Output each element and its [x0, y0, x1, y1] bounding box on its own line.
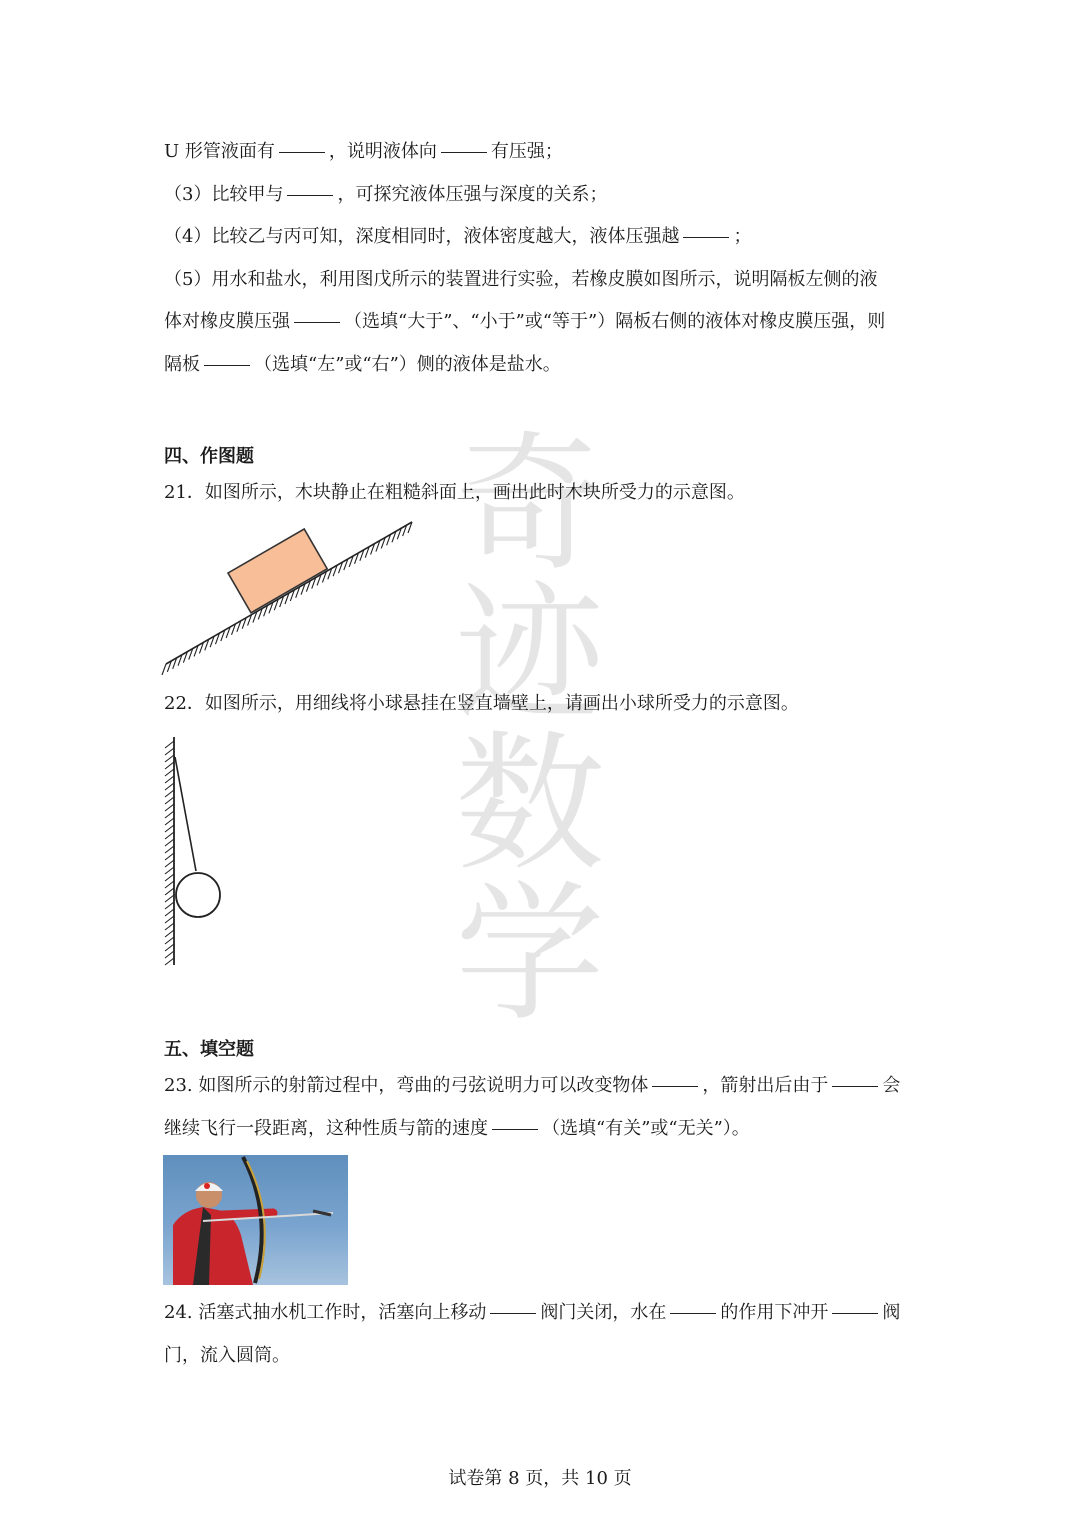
hatch-mark	[165, 881, 174, 888]
hatch-mark	[165, 783, 174, 790]
text-line	[164, 140, 924, 164]
string	[175, 757, 196, 871]
text: 阀门关闭，水在	[540, 1302, 667, 1323]
hatch-mark	[165, 797, 174, 804]
answer-blank	[287, 195, 333, 196]
hatch-mark	[165, 958, 174, 965]
text: U 形管液面有	[164, 141, 275, 162]
hatch-mark	[165, 895, 174, 902]
hatch-mark	[165, 888, 174, 895]
text: 的作用下冲开	[720, 1302, 829, 1323]
watermark-char: 奇	[454, 418, 605, 592]
text-line	[164, 225, 924, 249]
hatch-mark	[165, 909, 174, 916]
text: （4）比较乙与丙可知，深度相同时，液体密度越大，液体压强越	[164, 226, 680, 247]
answer-blank	[294, 322, 340, 323]
text: 阀	[882, 1302, 901, 1323]
answer-blank	[832, 1086, 878, 1087]
wall-hatching	[165, 741, 174, 965]
question-24-cont	[164, 1344, 924, 1368]
text: 隔板	[164, 354, 200, 375]
text: 24. 活塞式抽水机工作时，活塞向上移动	[164, 1302, 487, 1323]
text: （选填“左”或“右”）侧的液体是盐水。	[254, 354, 561, 375]
text: 继续飞行一段距离，这种性质与箭的速度	[164, 1118, 488, 1139]
hatch-mark	[165, 790, 174, 797]
watermark	[400, 418, 660, 1042]
question-22: 22．如图所示，用细线将小球悬挂在竖直墙壁上，请画出小球所受力的示意图。	[164, 693, 799, 714]
watermark-char: 数	[454, 718, 605, 892]
answer-blank	[683, 237, 729, 238]
text: ，说明液体向	[328, 141, 437, 162]
hatch-mark	[165, 944, 174, 951]
hatch-mark	[162, 664, 166, 675]
hatch-mark	[165, 748, 174, 755]
text: （选填“大于”、“小于”或“等于”）隔板右侧的液体对橡皮膜压强，则	[344, 311, 886, 332]
text-line	[164, 183, 924, 207]
answer-blank	[279, 152, 325, 153]
archery-photo	[163, 1155, 348, 1285]
watermark-char: 学	[454, 868, 605, 1042]
text: 有压强；	[490, 141, 563, 162]
archer-illustration	[163, 1155, 348, 1285]
text: 门，流入圆筒。	[164, 1345, 290, 1366]
hatch-mark	[165, 776, 174, 783]
text-line	[164, 268, 924, 292]
text: （5）用水和盐水，利用图戊所示的装置进行实验，若橡皮膜如图所示，说明隔板左侧的液	[164, 269, 878, 290]
hatch-mark	[165, 930, 174, 937]
hatch-mark	[165, 741, 174, 748]
question-24	[164, 1301, 924, 1325]
answer-blank	[670, 1313, 716, 1314]
hatch-mark	[165, 769, 174, 776]
question-21: 21．如图所示，木块静止在粗糙斜面上，画出此时木块所受力的示意图。	[164, 482, 745, 503]
hatch-mark	[165, 951, 174, 958]
hatch-mark	[165, 853, 174, 860]
text: 23. 如图所示的射箭过程中，弯曲的弓弦说明力可以改变物体	[164, 1075, 649, 1096]
answer-blank	[832, 1313, 878, 1314]
text-line	[164, 353, 924, 377]
answer-blank	[490, 1313, 536, 1314]
hatch-mark	[165, 804, 174, 811]
answer-blank	[492, 1129, 538, 1130]
hatch-mark	[165, 902, 174, 909]
text: ，箭射出后由于	[702, 1075, 829, 1096]
hatch-mark	[165, 839, 174, 846]
text: （3）比较甲与	[164, 184, 284, 205]
hatch-mark	[165, 818, 174, 825]
hatch-mark	[165, 825, 174, 832]
hatch-mark	[165, 846, 174, 853]
hatch-mark	[165, 762, 174, 769]
hatch-mark	[165, 916, 174, 923]
watermark-char: 迹	[454, 568, 605, 742]
hatch-mark	[165, 755, 174, 762]
text-line	[164, 310, 924, 334]
text: 体对橡皮膜压强	[164, 311, 290, 332]
incline-block-figure	[160, 518, 420, 678]
answer-blank	[204, 365, 250, 366]
hatch-mark	[165, 874, 174, 881]
ball	[176, 873, 220, 917]
hatch-mark	[165, 867, 174, 874]
hatch-mark	[165, 923, 174, 930]
answer-blank	[652, 1086, 698, 1087]
text: （选填“有关”或“无关”）。	[542, 1118, 750, 1139]
hatch-mark	[165, 937, 174, 944]
hatch-mark	[165, 860, 174, 867]
hatch-mark	[165, 811, 174, 818]
text: ，可探究液体压强与深度的关系；	[337, 184, 608, 205]
question-23	[164, 1074, 924, 1098]
answer-blank	[441, 152, 487, 153]
page-footer: 试卷第 8 页，共 10 页	[448, 1468, 632, 1489]
text: 会	[882, 1075, 901, 1096]
hatch-mark	[165, 832, 174, 839]
hanging-ball-figure	[158, 735, 238, 970]
section-heading: 四、作图题	[164, 446, 254, 467]
text: ；	[733, 226, 752, 247]
question-23-cont	[164, 1117, 924, 1141]
section-heading: 五、填空题	[164, 1039, 254, 1060]
